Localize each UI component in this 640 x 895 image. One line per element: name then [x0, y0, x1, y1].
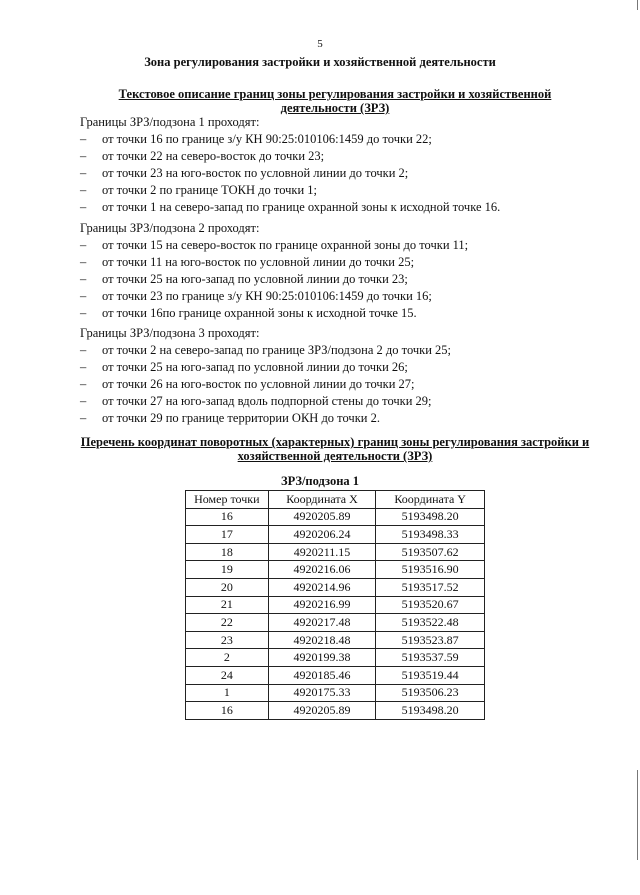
cell-point-number: 16: [186, 508, 269, 526]
table-body: [186, 508, 485, 719]
subzone-2-block: [80, 220, 600, 322]
table-row: [186, 561, 485, 579]
table-row: [186, 578, 485, 596]
cell-point-number: 24: [186, 666, 269, 684]
boundary-item: – от точки 15 на северо-восток по границе охранной зоны до точки 11;: [80, 237, 600, 254]
cell-coordinate-y: 5193522.48: [376, 614, 485, 632]
boundary-item: – от точки 11 на юго-восток по условной линии до точки 25;: [80, 254, 600, 271]
boundary-item: – от точки 23 по границе з/у КН 90:25:010106:1459 до точки 16;: [80, 288, 600, 305]
table-header-row: [186, 491, 485, 509]
cell-coordinate-y: 5193498.20: [376, 702, 485, 720]
cell-point-number: 20: [186, 578, 269, 596]
cell-point-number: 2: [186, 649, 269, 667]
cell-coordinate-y: 5193507.62: [376, 543, 485, 561]
table-row: [186, 631, 485, 649]
cell-coordinate-x: 4920205.89: [268, 508, 376, 526]
scan-edge-mark: [637, 770, 638, 860]
cell-point-number: 23: [186, 631, 269, 649]
cell-coordinate-x: 4920216.99: [268, 596, 376, 614]
cell-point-number: 17: [186, 526, 269, 544]
scan-edge-mark: [637, 0, 638, 10]
boundary-item: – от точки 16по границе охранной зоны к исходной точке 15.: [80, 305, 600, 322]
cell-point-number: 19: [186, 561, 269, 579]
boundary-list: [80, 237, 600, 322]
page-number: 5: [317, 38, 323, 50]
boundary-item: – от точки 27 на юго-запад вдоль подпорной стены до точки 29;: [80, 393, 600, 410]
cell-coordinate-x: 4920216.06: [268, 561, 376, 579]
section-heading-description: Текстовое описание границ зоны регулирования застройки и хозяйственной деятельности (ЗРЗ): [118, 87, 552, 115]
coordinates-table: [185, 490, 485, 720]
subzone-1-block: [80, 114, 600, 216]
table-row: [186, 543, 485, 561]
cell-coordinate-x: 4920218.48: [268, 631, 376, 649]
table-row: [186, 684, 485, 702]
table-row: [186, 526, 485, 544]
subzone-3-block: [80, 325, 600, 427]
cell-coordinate-y: 5193537.59: [376, 649, 485, 667]
cell-point-number: 1: [186, 684, 269, 702]
boundary-list: [80, 131, 600, 216]
cell-coordinate-x: 4920211.15: [268, 543, 376, 561]
boundary-item: – от точки 1 на северо-запад по границе охранной зоны к исходной точке 16.: [80, 199, 600, 216]
cell-point-number: 21: [186, 596, 269, 614]
subzone-intro: Границы ЗРЗ/подзона 3 проходят:: [80, 326, 260, 340]
table-row: [186, 614, 485, 632]
header-coordinate-y: Координата Y: [376, 491, 485, 509]
table-row: [186, 702, 485, 720]
cell-coordinate-y: 5193498.20: [376, 508, 485, 526]
cell-coordinate-x: 4920175.33: [268, 684, 376, 702]
table-row: [186, 508, 485, 526]
cell-coordinate-x: 4920214.96: [268, 578, 376, 596]
boundary-item: – от точки 29 по границе территории ОКН до точки 2.: [80, 410, 600, 427]
cell-coordinate-y: 5193517.52: [376, 578, 485, 596]
cell-coordinate-x: 4920217.48: [268, 614, 376, 632]
boundary-item: – от точки 25 на юго-запад по условной линии до точки 26;: [80, 359, 600, 376]
cell-coordinate-y: 5193506.23: [376, 684, 485, 702]
boundary-list: [80, 342, 600, 427]
table-row: [186, 596, 485, 614]
cell-coordinate-y: 5193520.67: [376, 596, 485, 614]
cell-point-number: 22: [186, 614, 269, 632]
cell-coordinate-x: 4920199.38: [268, 649, 376, 667]
boundary-item: – от точки 2 на северо-запад по границе ЗРЗ/подзона 2 до точки 25;: [80, 342, 600, 359]
boundary-item: – от точки 25 на юго-запад по условной линии до точки 23;: [80, 271, 600, 288]
cell-point-number: 16: [186, 702, 269, 720]
boundary-item: – от точки 2 по границе ТОКН до точки 1;: [80, 182, 600, 199]
section-heading-coordinates: Перечень координат поворотных (характерных) границ зоны регулирования застройки и хозяйственной деятельности (ЗРЗ): [80, 435, 590, 463]
boundary-item: – от точки 23 на юго-восток по условной линии до точки 2;: [80, 165, 600, 182]
cell-coordinate-y: 5193516.90: [376, 561, 485, 579]
boundary-item: – от точки 26 на юго-восток по условной линии до точки 27;: [80, 376, 600, 393]
table-row: [186, 649, 485, 667]
header-point-number: Номер точки: [186, 491, 269, 509]
header-coordinate-x: Координата X: [268, 491, 376, 509]
cell-coordinate-x: 4920185.46: [268, 666, 376, 684]
table-row: [186, 666, 485, 684]
cell-coordinate-y: 5193519.44: [376, 666, 485, 684]
boundary-item: – от точки 16 по границе з/у КН 90:25:010106:1459 до точки 22;: [80, 131, 600, 148]
cell-coordinate-y: 5193523.87: [376, 631, 485, 649]
boundary-item: – от точки 22 на северо-восток до точки 23;: [80, 148, 600, 165]
subzone-intro: Границы ЗРЗ/подзона 2 проходят:: [80, 221, 260, 235]
cell-point-number: 18: [186, 543, 269, 561]
subzone-intro: Границы ЗРЗ/подзона 1 проходят:: [80, 115, 260, 129]
cell-coordinate-x: 4920205.89: [268, 702, 376, 720]
cell-coordinate-y: 5193498.33: [376, 526, 485, 544]
document-title: Зона регулирования застройки и хозяйственной деятельности: [144, 55, 496, 69]
cell-coordinate-x: 4920206.24: [268, 526, 376, 544]
table-caption: ЗРЗ/подзона 1: [280, 474, 360, 488]
